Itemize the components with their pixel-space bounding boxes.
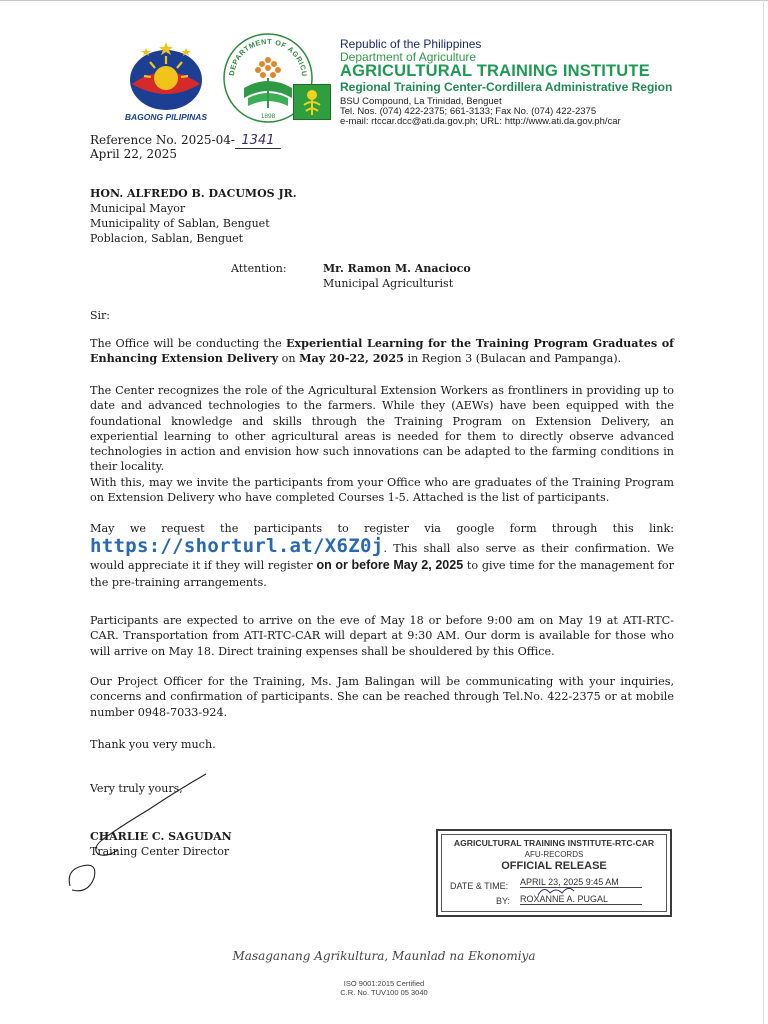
valediction: Very truly yours, — [90, 782, 183, 795]
stamp-initials-icon — [536, 883, 576, 899]
attention-block — [323, 261, 471, 291]
da-seal-year: 1898 — [260, 113, 276, 120]
program-date: May 20-22, 2025 — [299, 351, 404, 366]
paragraph-4: https://shorturl.at/X6Z0j. This shall also serve as their confirmation. We would appreciate it if they will register on or before May 2, 2025 to give time for the management for the pre-training arrangements. — [90, 535, 675, 589]
attention-name: Mr. Ramon M. Anacioco — [323, 262, 471, 275]
attention-label: Attention: — [231, 262, 287, 275]
paragraph-4-intro: May we request the participants to register via google form through this link: — [90, 522, 674, 535]
header-republic: Republic of the Philippines — [340, 37, 482, 51]
stamp-inner-border — [441, 834, 667, 912]
recipient-name: HON. ALFREDO B. DACUMOS JR. — [90, 187, 297, 200]
header-institute: AGRICULTURAL TRAINING INSTITUTE — [340, 62, 650, 80]
paragraph-1: The Office will be conducting the Experiential Learning for the Training Program Graduates of Enhancing Extension Delivery on May 20-22, 2025 in Region 3 (Bulacan and Pampanga). — [90, 336, 674, 366]
registration-link[interactable]: https://shorturl.at/X6Z0j — [90, 535, 384, 557]
reference-label: Reference No. 2025-04- — [90, 133, 235, 147]
recipient-address: Poblacion, Sablan, Benguet — [90, 232, 244, 245]
paragraph-3: With this, may we invite the participants from your Office who are graduates of the Training Program on Extension Delivery who have completed Courses 1-5. Attached is the list of participants. — [90, 476, 674, 505]
da-seal-text: DEPARTMENT OF AGRICU — [227, 36, 310, 78]
thank-you-line: Thank you very much. — [90, 738, 216, 751]
stamp-by-label: BY: — [496, 896, 511, 906]
program-title: Experiential Learning for the Training Program Graduates of Enhancing Extension Delivery — [90, 336, 674, 366]
paragraph-2: The Center recognizes the role of the Agricultural Extension Workers as frontliners in providing up to date and advanced technologies to the farmers. While they (AEWs) have been equipped with the foundational knowledge and skills through the Training Program on Extension Delivery, an experiential learning to other agricultural areas is needed for them to directly observe advanced technologies in action and envision how such innovations can be adapted to the farming conditions in their locality. — [90, 384, 674, 474]
signatory-name: CHARLIE C. SAGUDAN — [90, 830, 232, 843]
page-top-edge — [0, 0, 768, 1]
page-right-edge — [763, 0, 764, 1024]
stamp-title: OFFICIAL RELEASE — [501, 860, 607, 872]
recipient-block — [90, 186, 297, 246]
stamp-date-label: DATE & TIME: — [450, 881, 509, 891]
header-address: BSU Compound, La Trinidad, Benguet — [340, 96, 502, 107]
reference-number: 1341 — [235, 133, 281, 149]
footer-cr-number: C.R. No. TUV100 05 3040 — [340, 988, 428, 997]
header-email-url: e-mail: rtccar.dcc@ati.da.gov.ph; URL: http://www.ati.da.gov.ph/car — [340, 116, 621, 127]
registration-deadline: on or before May 2, 2025 — [316, 558, 464, 572]
recipient-title: Municipal Mayor — [90, 202, 186, 215]
signatory-position: Training Center Director — [90, 845, 230, 858]
footer-motto: Masaganang Agrikultura, Maunlad na Ekonomiya — [232, 949, 536, 963]
recipient-office: Municipality of Sablan, Benguet — [90, 217, 270, 230]
header-regional-center: Regional Training Center-Cordillera Administrative Region — [340, 80, 673, 94]
attention-title: Municipal Agriculturist — [323, 277, 454, 290]
paragraph-5: Participants are expected to arrive on the eve of May 18 or before 9:00 am on May 19 at ATI-RTC-CAR. Transportation from ATI-RTC-CAR will depart at 9:30 AM. Our dorm is available for those who will arrive on May 18. Direct training expenses shall be shouldered by this Office. — [90, 614, 674, 658]
stamp-date-value: APRIL 23, 2025 9:45 AM — [520, 877, 642, 888]
paragraph-6: Our Project Officer for the Training, Ms. Jam Balingan will be communicating with your inquiries, concerns and confirmation of participants. She can be reached through Tel.No. 422-2375 or at mobile number 0948-7033-924. — [90, 675, 674, 719]
footer-iso: ISO 9001:2015 Certified — [343, 979, 425, 988]
official-release-stamp — [436, 829, 672, 917]
stamp-org: AGRICULTURAL TRAINING INSTITUTE-RTC-CAR — [453, 838, 655, 848]
bagong-pilipinas-text: BAGONG PILIPINAS — [124, 112, 208, 122]
stamp-unit: AFU-RECORDS — [524, 850, 584, 859]
salutation: Sir: — [90, 309, 111, 322]
stamp-by-value: ROXANNE A. PUGAL — [520, 894, 642, 905]
header-telephone: Tel. Nos. (074) 422-2375; 661-3133; Fax No. (074) 422-2375 — [340, 106, 597, 117]
letter-date: April 22, 2025 — [90, 147, 178, 161]
ati-logo-icon — [293, 84, 331, 120]
bagong-pilipinas-emblem-icon — [124, 40, 208, 114]
bagong-pilipinas-logo — [124, 40, 208, 126]
header-department: Department of Agriculture — [340, 50, 477, 64]
